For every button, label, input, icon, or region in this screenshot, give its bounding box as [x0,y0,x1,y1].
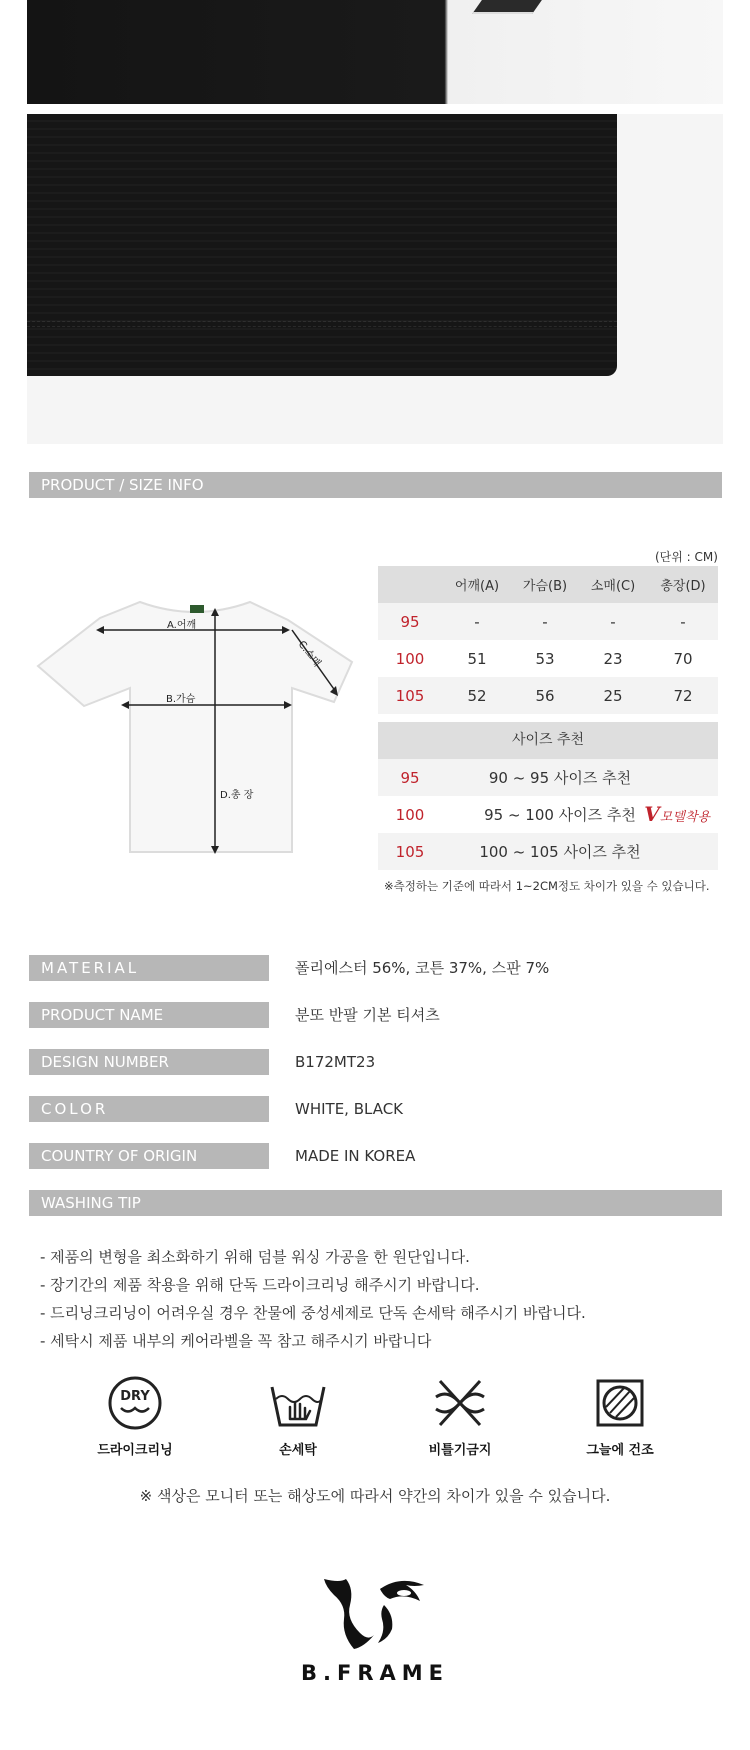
tip-item: - 세탁시 제품 내부의 케어라벨을 꼭 참고 해주시기 바랍니다 [40,1332,432,1350]
recommend-row [378,833,718,870]
measurement-note: ※측정하는 기준에 따라서 1~2CM정도 차이가 있을 수 있습니다. [384,879,710,893]
recommend-text: 95 ~ 100 사이즈 추천 [484,806,636,824]
tip-item: - 장기간의 제품 착용을 위해 단독 드라이크리닝 해주시기 바랍니다. [40,1276,480,1294]
size-cell: 100 [395,649,425,668]
label-a: A.어깨 [167,620,197,631]
neck-label [190,605,204,613]
hand-wash-icon [268,1375,328,1431]
value-cell: 52 [467,686,487,705]
value-cell: 56 [535,686,555,705]
label-design-number: DESIGN NUMBER [29,1049,269,1075]
value-cell: 70 [673,649,693,668]
size-cell: 95 [400,612,420,631]
check-mark-icon: V [644,802,660,826]
size-cell: 105 [395,842,425,861]
care-shade-dry [550,1375,690,1458]
product-photo-top [27,0,723,104]
care-label: 손세탁 [279,1443,317,1458]
section-bar-product-size: PRODUCT / SIZE INFO [29,472,722,498]
product-photo-hem [27,114,723,444]
care-label: 드라이크리닝 [97,1443,173,1458]
label-c: C.소매 [295,639,323,670]
shade-dry-icon [590,1375,650,1431]
value-country: MADE IN KOREA [295,1147,416,1165]
value-cell: 51 [467,649,487,668]
value-cell: - [680,612,686,631]
section-bar-washing: WASHING TIP [29,1190,722,1216]
care-hand-wash [228,1375,368,1458]
value-cell: - [474,612,480,631]
size-cell: 100 [395,805,425,824]
dry-text: DRY [120,1389,150,1404]
size-cell: 95 [400,768,420,787]
care-label: 비틀기금지 [428,1443,492,1458]
no-wring-icon [430,1375,490,1431]
care-no-wring [390,1375,530,1458]
label-material: MATERIAL [29,955,269,981]
recommend-row [378,796,718,833]
value-cell: - [542,612,548,631]
model-wearing-mark [644,802,710,826]
care-label: 그늘에 건조 [586,1443,654,1458]
tip-item: - 드리닝크리닝이 어려우실 경우 찬물에 중성세제로 단독 손세탁 해주시기 바랍니다. [40,1304,586,1322]
tshirt-diagram-svg [30,600,360,860]
size-table [378,566,718,714]
table-row [378,677,718,714]
dry-clean-icon [105,1375,165,1431]
arrow-b-left [121,701,129,709]
table-row [378,603,718,640]
color-notice: ※ 색상은 모니터 또는 해상도에 따라서 약간의 차이가 있을 수 있습니다. [139,1487,611,1505]
header-sleeve: 소매(C) [590,579,636,594]
label-b: B.가슴 [166,694,196,705]
tip-item: - 제품의 변형을 최소화하기 위해 덤블 워싱 가공을 한 원단입니다. [40,1248,470,1266]
header-shoulder: 어깨(A) [454,579,500,594]
value-cell: - [610,612,616,631]
size-diagram [30,600,360,860]
unit-label: (단위 : CM) [655,550,718,564]
face-logo-icon [320,1575,430,1651]
washing-tips [40,1243,586,1355]
value-material: 폴리에스터 56%, 코튼 37%, 스판 7% [295,959,550,977]
tag-detail [472,0,542,14]
brand-name: B.FRAME [301,1661,449,1685]
value-cell: 25 [603,686,623,705]
value-design-number: B172MT23 [295,1053,376,1071]
recommend-text: 90 ~ 95 사이즈 추천 [488,769,632,787]
value-cell: 53 [535,649,555,668]
recommend-row [378,759,718,796]
label-country: COUNTRY OF ORIGIN [29,1143,269,1169]
size-recommend-table [378,722,718,870]
table-row [378,640,718,677]
hem-stitch-2 [27,326,617,327]
value-cell: 72 [673,686,693,705]
size-table-header [378,566,718,603]
recommend-text: 100 ~ 105 사이즈 추천 [479,843,641,861]
value-cell: 23 [603,649,623,668]
hem-stitch [27,321,617,322]
header-chest: 가슴(B) [522,579,568,594]
size-cell: 105 [395,686,425,705]
model-wearing-label: 모델착용 [659,810,710,825]
label-color: COLOR [29,1096,269,1122]
label-product-name: PRODUCT NAME [29,1002,269,1028]
header-length: 총장(D) [660,579,706,594]
label-d: D.총 장 [220,790,254,801]
value-color: WHITE, BLACK [295,1100,404,1118]
fabric-detail [27,114,617,376]
brand-logo [0,1575,750,1685]
care-dry-clean [65,1375,205,1458]
recommend-title: 사이즈 추천 [378,722,718,759]
value-product-name: 분또 반팔 기본 티셔츠 [295,1006,440,1024]
